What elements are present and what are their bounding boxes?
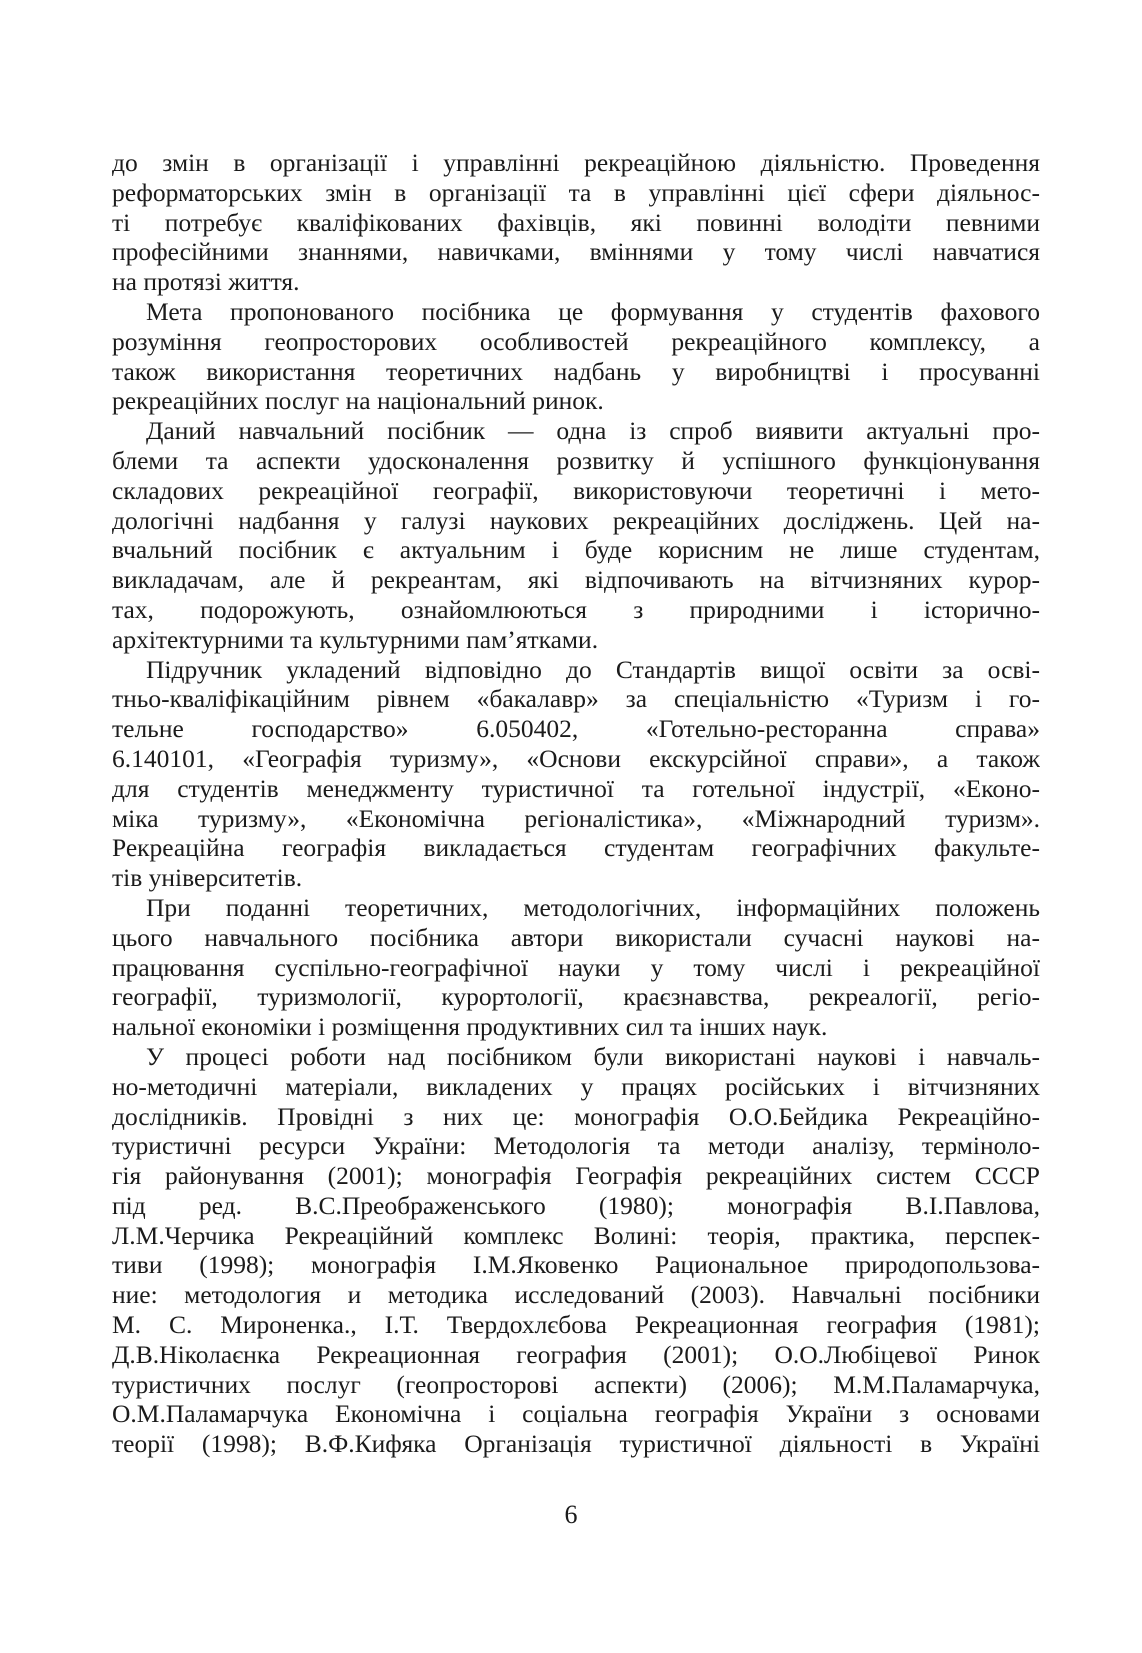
text-line: тельне господарство» 6.050402, «Готельно-ресторанна справа»	[112, 714, 1040, 744]
text-line: вчальний посібник є актуальним і буде корисним не лише студентам,	[112, 535, 1040, 565]
text-line: під ред. В.С.Преображенського (1980); монографія В.І.Павлова,	[112, 1190, 1040, 1220]
text-line: працювання суспільно-географічної науки у тому числі і рекреаційної	[112, 952, 1040, 982]
text-line: рекреаційних послуг на національний ринок.	[112, 386, 604, 416]
text-line: При поданні теоретичних, методологічних, інформаційних положень	[146, 892, 1040, 922]
paragraph	[112, 893, 1040, 1042]
text-line: географії, туризмології, курортології, краєзнавства, рекреалогії, регіо-	[112, 982, 1040, 1012]
text-line: тньо-кваліфікаційним рівнем «бакалавр» за спеціальністю «Туризм і го-	[112, 684, 1040, 714]
text-line: міка туризму», «Економічна регіоналістика», «Міжнародний туризм».	[112, 803, 1040, 833]
text-line: гія районування (2001); монографія Географія рекреаційних систем СССР	[112, 1161, 1040, 1191]
text-line: Рекреаційна географія викладається студентам географічних факульте-	[112, 833, 1040, 863]
text-line: дологічні надбання у галузі наукових рекреаційних досліджень. Цей на-	[112, 505, 1040, 535]
text-line: професійними знаннями, навичками, вміннями у тому числі навчатися	[112, 237, 1040, 267]
text-line: нальної економіки і розміщення продуктивних сил та інших наук.	[112, 1012, 828, 1042]
text-line: реформаторських змін в організації та в управлінні цієї сфери діяльнос-	[112, 177, 1040, 207]
text-line: тиви (1998); монографія І.М.Яковенко Рациональное природопользова-	[112, 1250, 1040, 1280]
text-line: туристичні ресурси України: Методологія та методи аналізу, терміноло-	[112, 1131, 1040, 1161]
text-line: У процесі роботи над посібником були використані наукові і навчаль-	[146, 1041, 1040, 1071]
text-line: теорії (1998); В.Ф.Кифяка Організація туристичної діяльності в Україні	[112, 1429, 1040, 1459]
text-line: на протязі життя.	[112, 267, 300, 297]
page-footer	[0, 1500, 1142, 1530]
text-line: туристичних послуг (геопросторові аспекти) (2006); М.М.Паламарчука,	[112, 1369, 1040, 1399]
text-line: архітектурними та культурними пам’ятками.	[112, 624, 599, 654]
text-line: Л.М.Черчика Рекреаційний комплекс Волині: теорія, практика, перспек-	[112, 1220, 1040, 1250]
text-line: тів університетів.	[112, 863, 303, 893]
paragraph	[112, 148, 1040, 297]
text-line: розуміння геопросторових особливостей рекреаційного комплексу, а	[112, 326, 1040, 356]
text-line: дослідників. Провідні з них це: монографія О.О.Бейдика Рекреаційно-	[112, 1101, 1040, 1131]
text-line: но-методичні матеріали, викладених у працях російських і вітчизняних	[112, 1071, 1040, 1101]
text-line: цього навчального посібника автори використали сучасні наукові на-	[112, 922, 1040, 952]
text-line: ние: методология и методика исследований (2003). Навчальні посібники	[112, 1280, 1040, 1310]
text-line: також використання теоретичних надбань у виробництві і просуванні	[112, 356, 1040, 386]
text-line: Даний навчальний посібник — одна із спроб виявити актуальні про-	[146, 416, 1040, 446]
text-line: М. С. Мироненка., І.Т. Твердохлєбова Рекреационная география (1981);	[112, 1310, 1040, 1340]
text-line: для студентів менеджменту туристичної та готельної індустрії, «Еконо-	[112, 773, 1040, 803]
text-line: тах, подорожують, ознайомлюються з природними і історично-	[112, 594, 1040, 624]
text-line: ті потребує кваліфікованих фахівців, які повинні володіти певними	[112, 207, 1040, 237]
text-line: Д.В.Ніколаєнка Рекреационная география (2001); О.О.Любіцевої Ринок	[112, 1339, 1040, 1369]
text-line: складових рекреаційної географії, використовуючи теоретичні і мето-	[112, 475, 1040, 505]
page-number: 6	[564, 1500, 578, 1529]
text-line: 6.140101, «Географія туризму», «Основи екскурсійної справи», а також	[112, 743, 1040, 773]
paragraph	[112, 297, 1040, 416]
paragraph	[112, 655, 1040, 893]
text-block	[112, 148, 1040, 1459]
text-line: блеми та аспекти удосконалення розвитку й успішного функціонування	[112, 445, 1040, 475]
text-line: Мета пропонованого посібника це формування у студентів фахового	[146, 296, 1040, 326]
text-line: викладачам, але й рекреантам, які відпочивають на вітчизняних курор-	[112, 565, 1040, 595]
text-line: О.М.Паламарчука Економічна і соціальна географія України з основами	[112, 1399, 1040, 1429]
text-line: Підручник укладений відповідно до Стандартів вищої освіти за осві-	[146, 654, 1040, 684]
text-line: до змін в організації і управлінні рекреаційною діяльністю. Проведення	[112, 148, 1040, 177]
paragraph	[112, 416, 1040, 654]
paragraph	[112, 1042, 1040, 1459]
